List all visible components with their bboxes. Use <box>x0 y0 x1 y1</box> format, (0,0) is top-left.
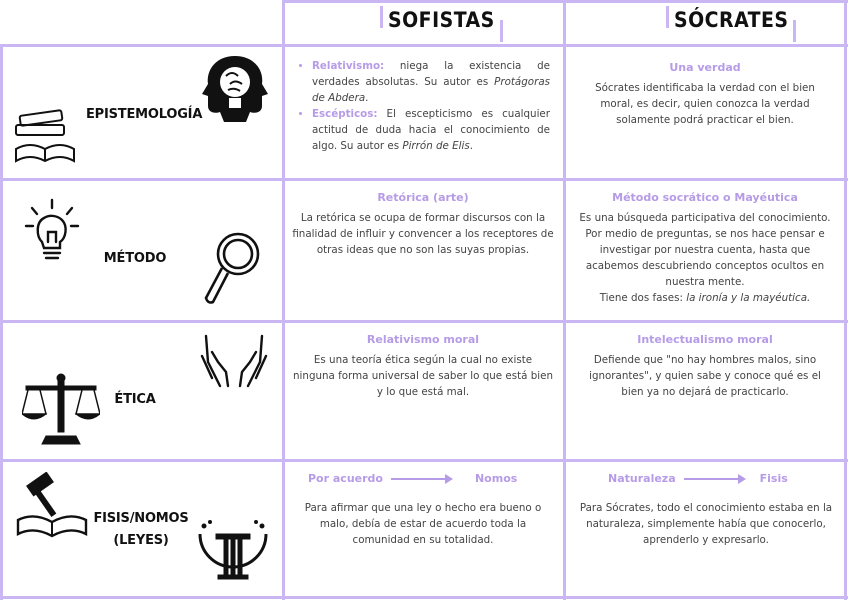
sofistas-epistemologia-cell <box>296 58 550 154</box>
row-label-line: FISIS/NOMOS <box>93 511 189 526</box>
cell-text: Para afirmar que una ley o hecho era bueno o malo, debía de estar de acuerdo toda la comunidad en su totalidad. <box>304 502 542 546</box>
sofistas-fisis-arrow-row <box>308 472 517 485</box>
arrow-right-icon <box>684 478 744 480</box>
cell-text: Sócrates identificaba la verdad con el bien moral, es decir, quien conozca la verdad solamente podrá practicar el bien. <box>595 82 815 126</box>
arrow-to-label: Fisis <box>759 472 788 485</box>
list-item: • Escépticos: El escepticismo es cualquier actitud de duda hacia el conocimiento de algo. Su autor es Pirrón de Elis. <box>312 106 550 154</box>
books-icon <box>12 105 78 167</box>
grid-line <box>0 44 848 47</box>
grid-line <box>282 0 848 3</box>
cell-phases: Tiene dos fases: la ironía y la mayéutica. <box>599 292 811 304</box>
sofistas-metodo-cell <box>292 190 554 258</box>
grid-line <box>0 320 848 323</box>
socrates-fisis-cell <box>578 500 834 548</box>
cell-text: Defiende que "no hay hombres malos, sino ignorantes", y quien sabe y conoce qué es el bien ya no dejará de practicarlo. <box>589 354 821 398</box>
grid-line <box>0 596 848 599</box>
pillar-emblem-icon <box>196 520 270 586</box>
cell-title: Una verdad <box>669 61 741 74</box>
row-label-epistemologia: EPISTEMOLOGÍA <box>86 107 203 122</box>
gavel-book-icon <box>16 472 88 540</box>
scales-icon <box>22 372 100 446</box>
arrow-from-label: Por acuerdo <box>308 472 383 485</box>
socrates-etica-cell <box>578 332 832 400</box>
grid-line <box>0 459 848 462</box>
column-header-socrates <box>666 6 796 34</box>
hands-icon <box>198 332 270 390</box>
socrates-epistemologia-cell <box>582 60 828 128</box>
sofistas-etica-cell <box>292 332 554 400</box>
lightbulb-icon <box>24 198 80 266</box>
brain-heads-icon <box>196 52 274 126</box>
cell-title: Método socrático o Mayéutica <box>612 191 798 204</box>
magnifier-icon <box>200 228 264 306</box>
cell-text: Para Sócrates, todo el conocimiento estaba en la naturaleza, simplemente había que conocerlo, aprenderlo y expresarlo. <box>579 502 833 546</box>
grid-line <box>563 0 566 600</box>
cell-text: Es una teoría ética según la cual no existe ninguna forma universal de saber lo que está bien y lo que está mal. <box>293 354 553 398</box>
cell-text: La retórica se ocupa de formar discursos con la finalidad de influir y convencer a los receptores de otras ideas que no son las suyas propias. <box>292 212 554 256</box>
arrow-from-label: Naturaleza <box>608 472 676 485</box>
grid-line <box>0 178 848 181</box>
grid-line <box>282 0 285 600</box>
column-header-sofistas <box>380 6 503 34</box>
sofistas-fisis-cell <box>292 500 554 548</box>
cell-text: Es una búsqueda participativa del conocimiento. Por medio de preguntas, se nos hace pensar e investigar por nuestra cuenta, hasta que acabemos descubriendo conceptos ocultos en nuestra mente. <box>579 212 831 288</box>
cell-title: Intelectualismo moral <box>637 333 773 346</box>
grid-line <box>844 0 847 600</box>
row-label-fisis-nomos <box>86 508 196 552</box>
row-label-line: (LEYES) <box>113 533 169 548</box>
socrates-fisis-arrow-row <box>608 472 788 485</box>
arrow-to-label: Nomos <box>474 472 518 485</box>
list-item: • Relativismo: niega la existencia de verdades absolutas. Su autor es Protágoras de Abdera. <box>312 58 550 106</box>
header-socrates-text: SÓCRATES <box>674 8 789 32</box>
socrates-metodo-cell <box>574 190 836 306</box>
row-label-metodo: MÉTODO <box>103 251 167 266</box>
cell-title: Retórica (arte) <box>377 191 469 204</box>
row-label-etica: ÉTICA <box>114 392 156 407</box>
cell-title: Relativismo moral <box>366 333 480 346</box>
arrow-right-icon <box>391 478 451 480</box>
header-sofistas-text: SOFISTAS <box>388 8 495 32</box>
